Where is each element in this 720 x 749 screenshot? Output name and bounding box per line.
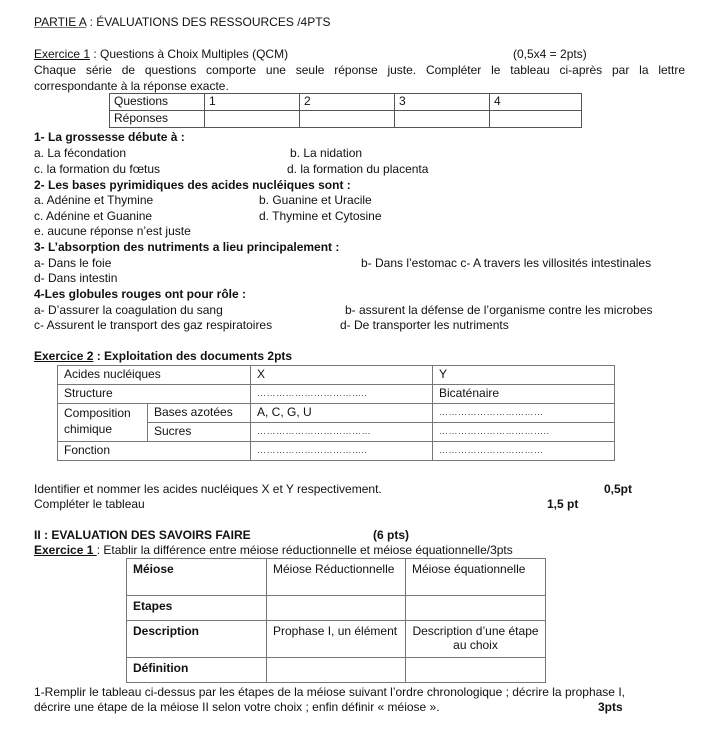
exercise-2-task-1: Identifier et nommer les acides nucléiques X et Y respectivement. xyxy=(34,482,382,496)
composition-label: Composition chimique xyxy=(58,404,148,442)
structure-row xyxy=(58,385,615,404)
part-2-instruction-line2: décrire une étape de la méiose II selon votre choix ; enfin définir « méiose ». xyxy=(34,700,440,714)
meiosis-header-label: Méiose xyxy=(127,559,267,596)
part-2-exercise-1-label: Exercice 1 xyxy=(34,543,97,557)
etapes-row xyxy=(127,596,546,621)
question-4: 4-Les globules rouges ont pour rôle : xyxy=(34,287,247,301)
part-2-instruction-points: 3pts xyxy=(598,700,623,714)
fonction-y-blank[interactable]: …………………………… xyxy=(433,442,615,461)
qcm-answer-1-cell[interactable] xyxy=(205,111,300,128)
qcm-question-2: 2 xyxy=(300,94,395,111)
description-equational: Description d’une étape au choix xyxy=(406,621,546,658)
exercise-2-label: Exercice 2 xyxy=(34,349,94,363)
bases-y-blank[interactable]: …………………………… xyxy=(433,404,615,423)
exercise-1-heading xyxy=(34,47,288,62)
part-2-exercise-1-heading xyxy=(34,543,513,558)
part-2-heading: II : EVALUATION DES SAVOIRS FAIRE xyxy=(34,528,251,542)
nucleic-acids-table xyxy=(57,365,615,461)
exercise-2-task-2-points: 1,5 pt xyxy=(547,497,579,511)
qcm-answer-table xyxy=(109,93,582,128)
exercise-1-points: (0,5x4 = 2pts) xyxy=(513,47,587,61)
q1-option-b: b. La nidation xyxy=(290,146,363,160)
q2-option-d: d. Thymine et Cytosine xyxy=(259,209,382,223)
part-2-points: (6 pts) xyxy=(373,528,409,542)
bases-row xyxy=(58,404,615,423)
meiosis-header-equational: Méiose équationnelle xyxy=(406,559,546,596)
definition-row xyxy=(127,658,546,683)
definition-equational-cell[interactable] xyxy=(406,658,546,683)
exercise-2-task-2: Compléter le tableau xyxy=(34,497,145,511)
exercise-1-label: Exercice 1 xyxy=(34,47,91,61)
q1-option-d: d. la formation du placenta xyxy=(287,162,429,176)
q4-option-a: a- D’assurer la coagulation du sang xyxy=(34,303,223,317)
q1-option-c: c. la formation du fœtus xyxy=(34,162,161,176)
fonction-label: Fonction xyxy=(58,442,251,461)
q4-option-c: c- Assurent le transport des gaz respiratoires xyxy=(34,318,273,332)
qcm-answer-3-cell[interactable] xyxy=(395,111,490,128)
structure-label: Structure xyxy=(58,385,251,404)
q3-option-b-c: b- Dans l’estomac c- A travers les villosités intestinales xyxy=(361,256,652,270)
qcm-question-1: 1 xyxy=(205,94,300,111)
qcm-answers-header: Réponses xyxy=(110,111,205,128)
structure-y: Bicaténaire xyxy=(433,385,615,404)
etapes-equational-cell[interactable] xyxy=(406,596,546,621)
description-label: Description xyxy=(127,621,267,658)
question-3: 3- L’absorption des nutriments a lieu principalement : xyxy=(34,240,340,254)
etapes-label: Etapes xyxy=(127,596,267,621)
nucleic-header-row xyxy=(58,366,615,385)
part-a-heading xyxy=(34,15,331,30)
qcm-questions-row xyxy=(110,94,582,111)
q2-option-e: e. aucune réponse n’est juste xyxy=(34,224,191,238)
qcm-answers-row xyxy=(110,111,582,128)
definition-label: Définition xyxy=(127,658,267,683)
qcm-question-4: 4 xyxy=(490,94,582,111)
meiosis-table xyxy=(126,558,546,683)
qcm-question-3: 3 xyxy=(395,94,490,111)
description-row xyxy=(127,621,546,658)
nucleic-header-y: Y xyxy=(433,366,615,385)
exercise-2-heading xyxy=(34,349,292,364)
fonction-x-blank[interactable]: …………………………….. xyxy=(251,442,433,461)
q2-option-c: c. Adénine et Guanine xyxy=(34,209,153,223)
structure-x-blank[interactable]: …………………………….. xyxy=(251,385,433,404)
part-a-label: PARTIE A xyxy=(34,15,87,29)
question-1: 1- La grossesse débute à : xyxy=(34,130,185,144)
q4-option-d: d- De transporter les nutriments xyxy=(340,318,509,332)
meiosis-header-reductional: Méiose Réductionnelle xyxy=(267,559,406,596)
exercise-1-title: : Questions à Choix Multiples (QCM) xyxy=(90,47,289,61)
part-2-exercise-1-title: : Etablir la différence entre méiose réductionnelle et méiose équationnelle/3pts xyxy=(96,543,513,557)
q1-option-a: a. La fécondation xyxy=(34,146,127,160)
q3-option-d: d- Dans intestin xyxy=(34,271,118,285)
exercise-1-instruction-line1: Chaque série de questions comporte une seule réponse juste. Compléter le tableau ci-après par la lettre xyxy=(34,63,685,77)
q3-option-a: a- Dans le foie xyxy=(34,256,112,270)
qcm-answer-2-cell[interactable] xyxy=(300,111,395,128)
bases-x: A, C, G, U xyxy=(251,404,433,423)
exercise-2-title: : Exploitation des documents 2pts xyxy=(93,349,293,363)
nucleic-header-label: Acides nucléiques xyxy=(58,366,251,385)
sucres-label: Sucres xyxy=(148,423,251,442)
bases-label: Bases azotées xyxy=(148,404,251,423)
qcm-questions-header: Questions xyxy=(110,94,205,111)
qcm-answer-4-cell[interactable] xyxy=(490,111,582,128)
part-a-title: : ÉVALUATIONS DES RESSOURCES /4PTS xyxy=(86,15,331,29)
meiosis-header-row xyxy=(127,559,546,596)
fonction-row xyxy=(58,442,615,461)
definition-reductional-cell[interactable] xyxy=(267,658,406,683)
part-2-instruction-line1: 1-Remplir le tableau ci-dessus par les étapes de la méiose suivant l’ordre chronologique ; décrire la prophase I, xyxy=(34,685,625,699)
sucres-y-blank[interactable]: …………………………….. xyxy=(433,423,615,442)
description-reductional: Prophase I, un élément xyxy=(267,621,406,658)
q2-option-b: b. Guanine et Uracile xyxy=(259,193,372,207)
nucleic-header-x: X xyxy=(251,366,433,385)
q4-option-b: b- assurent la défense de l’organisme contre les microbes xyxy=(345,303,653,317)
question-2: 2- Les bases pyrimidiques des acides nucléiques sont : xyxy=(34,178,351,192)
etapes-reductional-cell[interactable] xyxy=(267,596,406,621)
sucres-x-blank[interactable]: ……………………………… xyxy=(251,423,433,442)
exercise-1-instruction-line2: correspondante à la réponse exacte. xyxy=(34,79,229,93)
q2-option-a: a. Adénine et Thymine xyxy=(34,193,154,207)
exercise-2-task-1-points: 0,5pt xyxy=(604,482,633,496)
